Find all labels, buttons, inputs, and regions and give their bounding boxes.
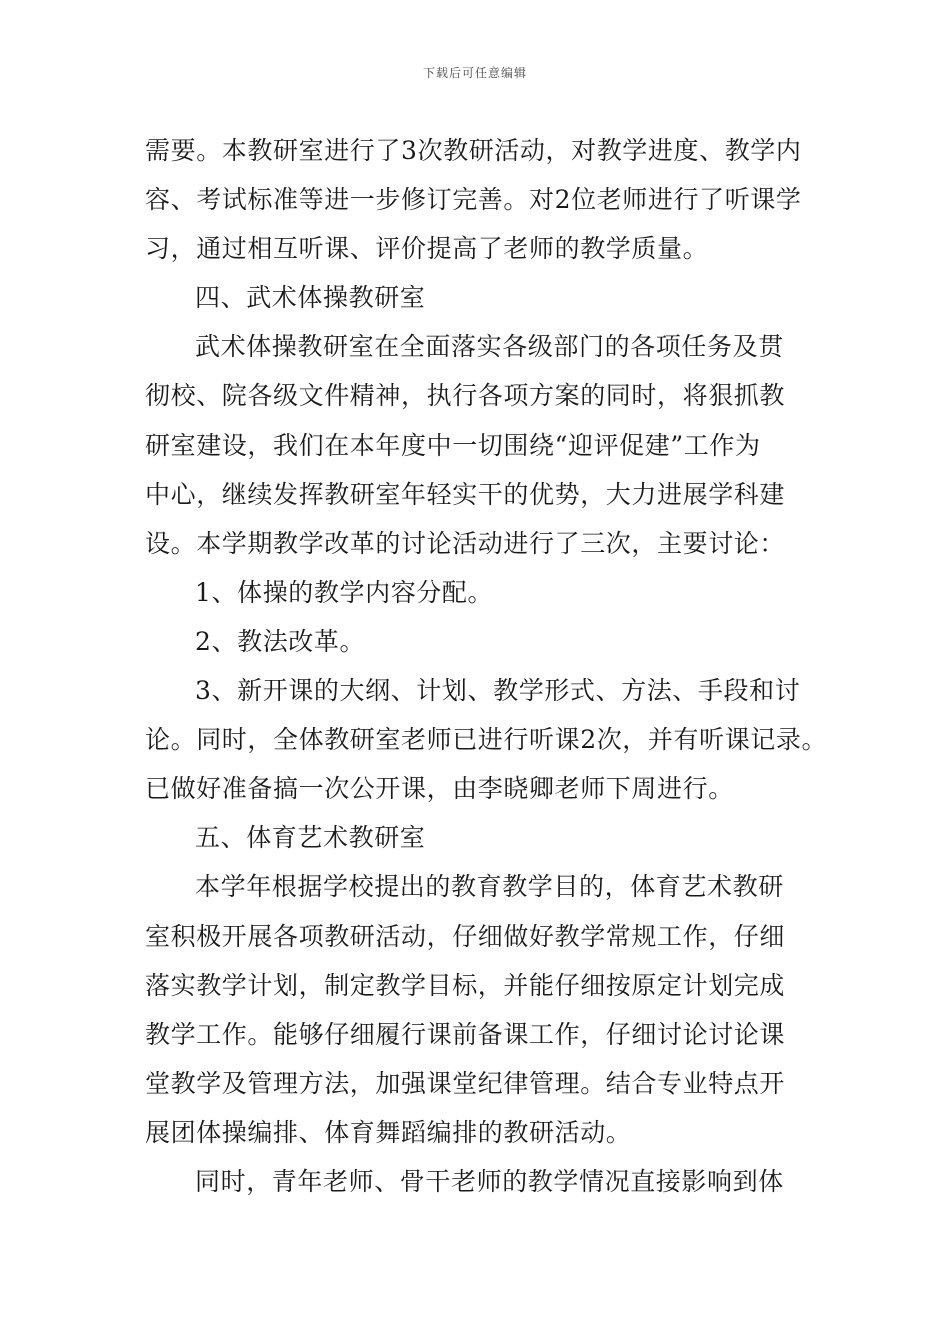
text-line: 四、武术体操教研室: [195, 283, 426, 313]
text-line: 容、考试标准等进一步修订完善。对2位老师进行了听课学: [145, 185, 802, 215]
text-line: 展团体操编排、体育舞蹈编排的教研活动。: [145, 1117, 632, 1147]
text-line: 同时，青年老师、骨干老师的教学情况直接影响到体: [195, 1166, 784, 1196]
text-line: 3、新开课的大纲、计划、教学形式、方法、手段和讨: [195, 676, 801, 706]
text-line: 本学年根据学校提出的教育教学目的，体育艺术教研: [195, 872, 784, 902]
document-body: [145, 126, 828, 1206]
text-line: 五、体育艺术教研室: [195, 823, 426, 853]
text-line: 室积极开展各项教研活动，仔细做好教学常规工作，仔细: [145, 921, 786, 951]
text-line: 论。同时，全体教研室老师已进行听课2次，并有听课记录。: [145, 725, 828, 755]
text-line: 1、体操的教学内容分配。: [195, 577, 494, 607]
text-line: 设。本学期教学改革的讨论活动进行了三次，主要讨论：: [145, 528, 786, 558]
text-line: 彻校、院各级文件精神，执行各项方案的同时，将狠抓教: [145, 381, 786, 411]
text-line: 堂教学及管理方法，加强课堂纪律管理。结合专业特点开: [145, 1068, 786, 1098]
text-line: 已做好准备搞一次公开课，由李晓卿老师下周进行。: [145, 774, 734, 804]
text-line: 2、教法改革。: [195, 626, 366, 656]
text-line: 习，通过相互听课、评价提高了老师的教学质量。: [145, 234, 709, 264]
text-line: 研室建设，我们在本年度中一切围绕“迎评促建”工作为: [145, 430, 761, 460]
text-line: 教学工作。能够仔细履行课前备课工作，仔细讨论讨论课: [145, 1019, 786, 1049]
text-line: 中心，继续发挥教研室年轻实干的优势，大力进展学科建: [145, 479, 786, 509]
text-line: 需要。本教研室进行了3次教研活动，对教学进度、教学内: [145, 136, 802, 165]
text-line: 落实教学计划，制定教学目标，并能仔细按原定计划完成: [145, 970, 786, 1000]
page-header: 下载后可任意编辑: [422, 66, 527, 80]
text-line: 武术体操教研室在全面落实各级部门的各项任务及贯: [195, 332, 784, 362]
